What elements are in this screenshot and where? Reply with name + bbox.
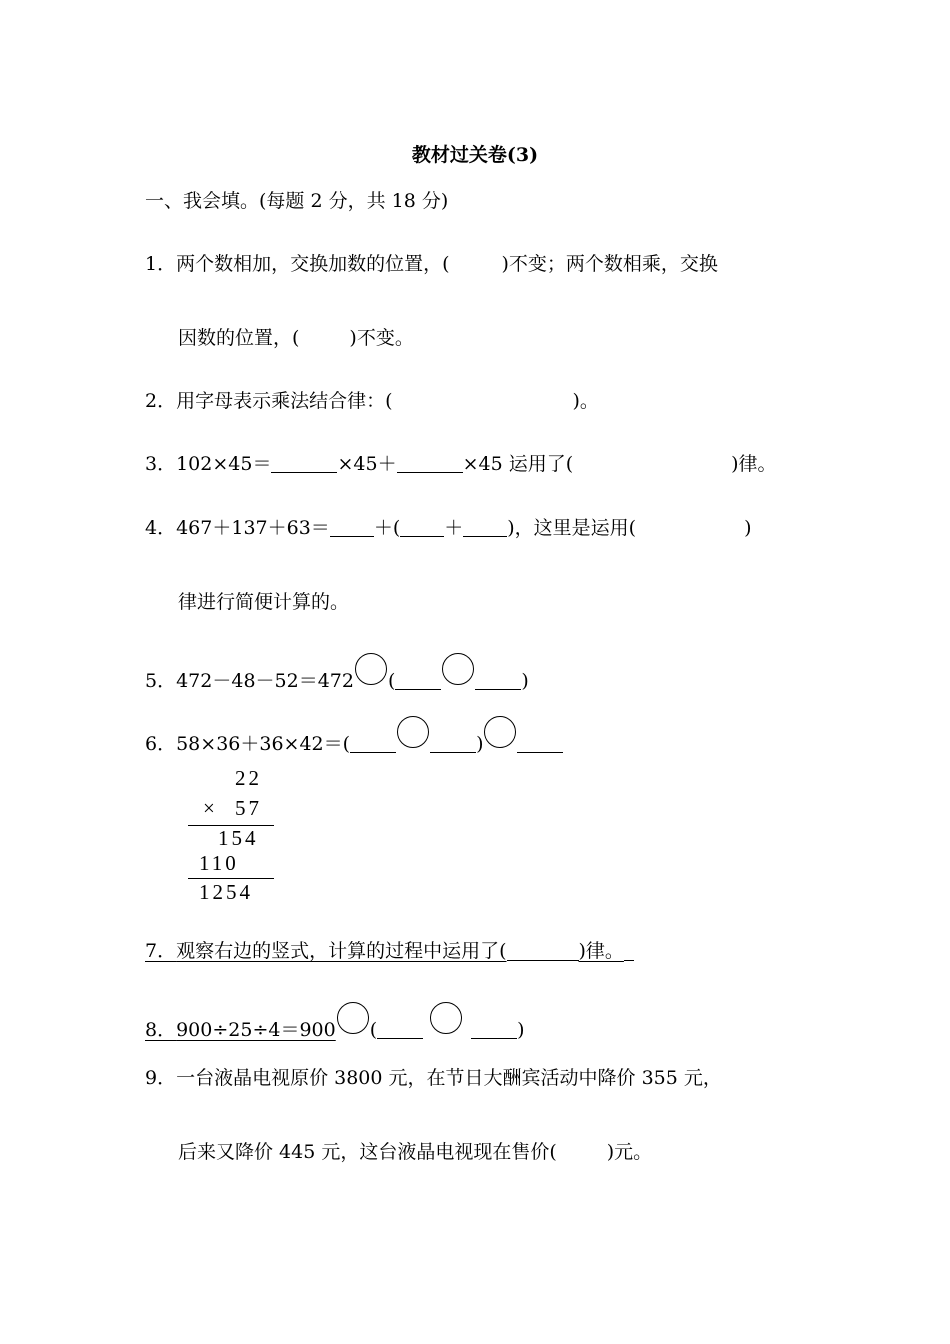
question-1-line-1 (145, 252, 718, 276)
question-1-text-d: )不变。 (349, 327, 414, 349)
answer-blank-5a[interactable] (395, 671, 441, 690)
question-8-text-a: 900÷25÷4＝900 (176, 1019, 336, 1041)
question-4-text-b: ＋( (373, 517, 401, 539)
question-7-number: 7． (145, 940, 177, 962)
question-4-number: 4． (145, 517, 177, 539)
calc-product: 1254 (199, 880, 253, 904)
question-3-text-d: )律。 (731, 453, 777, 475)
question-4-text-a: 467＋137＋63＝ (176, 517, 330, 539)
answer-blank-4c[interactable] (463, 518, 507, 537)
operator-circle-8b[interactable] (430, 1002, 462, 1034)
answer-blank-6a[interactable] (350, 734, 396, 753)
calc-partial-2: 110 (199, 851, 239, 875)
question-8 (145, 1002, 525, 1042)
question-5-text-a: 472－48－52＝472 (176, 670, 354, 692)
question-2-text-a: 用字母表示乘法结合律：( (176, 390, 393, 412)
answer-blank-3b[interactable] (397, 454, 463, 473)
question-9-text-c: )元。 (606, 1141, 653, 1163)
question-1-text-b: )不变；两个数相乘，交换 (501, 253, 718, 275)
answer-blank-8b[interactable] (471, 1020, 517, 1039)
operator-circle-8a[interactable] (337, 1002, 369, 1034)
operator-circle-5a[interactable] (355, 653, 387, 685)
question-8-text-b: ( (369, 1019, 378, 1041)
question-5-text-c: ) (521, 670, 529, 692)
question-2-text-b: )。 (572, 390, 599, 412)
question-7-text-b: )律。 (578, 940, 624, 962)
question-6-number: 6． (145, 733, 177, 755)
question-5 (145, 653, 529, 693)
answer-blank-4a[interactable] (330, 518, 374, 537)
answer-blank-5b[interactable] (475, 671, 521, 690)
question-9-text-b: 后来又降价 445 元，这台液晶电视现在售价( (178, 1141, 557, 1163)
question-4-line-2: 律进行简便计算的。 (178, 591, 350, 613)
question-6 (145, 716, 563, 756)
question-3-text-b: ×45＋ (337, 453, 397, 475)
question-6-text-a: 58×36＋36×42＝( (176, 733, 351, 755)
question-9-line-1 (145, 1066, 722, 1090)
calc-multiplicand: 22 (235, 766, 262, 790)
question-6-text-b: ) (476, 733, 484, 755)
question-5-text-b: ( (387, 670, 396, 692)
underline-tail (624, 941, 634, 961)
question-7 (145, 939, 634, 963)
calc-multiplier: 57 (235, 796, 262, 820)
question-7-text-a: 观察右边的竖式，计算的过程中运用了( (176, 940, 507, 962)
calc-partial-1: 154 (218, 826, 259, 850)
question-1-line-2 (178, 326, 414, 350)
question-3-text-a: 102×45＝ (176, 453, 272, 475)
calc-operator: × (203, 796, 218, 820)
answer-blank-4b[interactable] (400, 518, 444, 537)
question-1-number: 1． (145, 253, 177, 275)
calc-divider-2 (188, 878, 274, 879)
question-3-text-c: ×45 运用了( (462, 453, 574, 475)
question-1-text-c: 因数的位置，( (178, 327, 300, 349)
section-heading: 一、我会填。(每题 2 分，共 18 分) (145, 190, 449, 212)
question-4-text-c: ＋ (444, 517, 464, 539)
question-2-number: 2． (145, 390, 177, 412)
question-1-text-a: 两个数相加，交换加数的位置，( (176, 253, 450, 275)
answer-blank-7[interactable] (507, 941, 579, 961)
question-8-number: 8． (145, 1019, 177, 1041)
question-9-text-a: 一台液晶电视原价 3800 元，在节日大酬宾活动中降价 355 元， (176, 1067, 722, 1089)
question-5-number: 5． (145, 670, 177, 692)
question-3 (145, 452, 777, 476)
operator-circle-5b[interactable] (442, 653, 474, 685)
answer-blank-8a[interactable] (377, 1020, 423, 1039)
question-4-text-e: ) (744, 517, 752, 539)
question-2 (145, 389, 599, 413)
answer-blank-6c[interactable] (517, 734, 563, 753)
operator-circle-6a[interactable] (397, 716, 429, 748)
question-9-line-2 (178, 1140, 652, 1164)
question-3-number: 3． (145, 453, 177, 475)
question-4-text-d: )，这里是运用( (507, 517, 637, 539)
answer-blank-6b[interactable] (430, 734, 476, 753)
answer-blank-3a[interactable] (271, 454, 337, 473)
page-title: 教材过关卷(3) (411, 144, 539, 166)
question-8-text-c: ) (517, 1019, 525, 1041)
question-9-number: 9． (145, 1067, 177, 1089)
operator-circle-6b[interactable] (484, 716, 516, 748)
question-4-line-1 (145, 516, 752, 540)
